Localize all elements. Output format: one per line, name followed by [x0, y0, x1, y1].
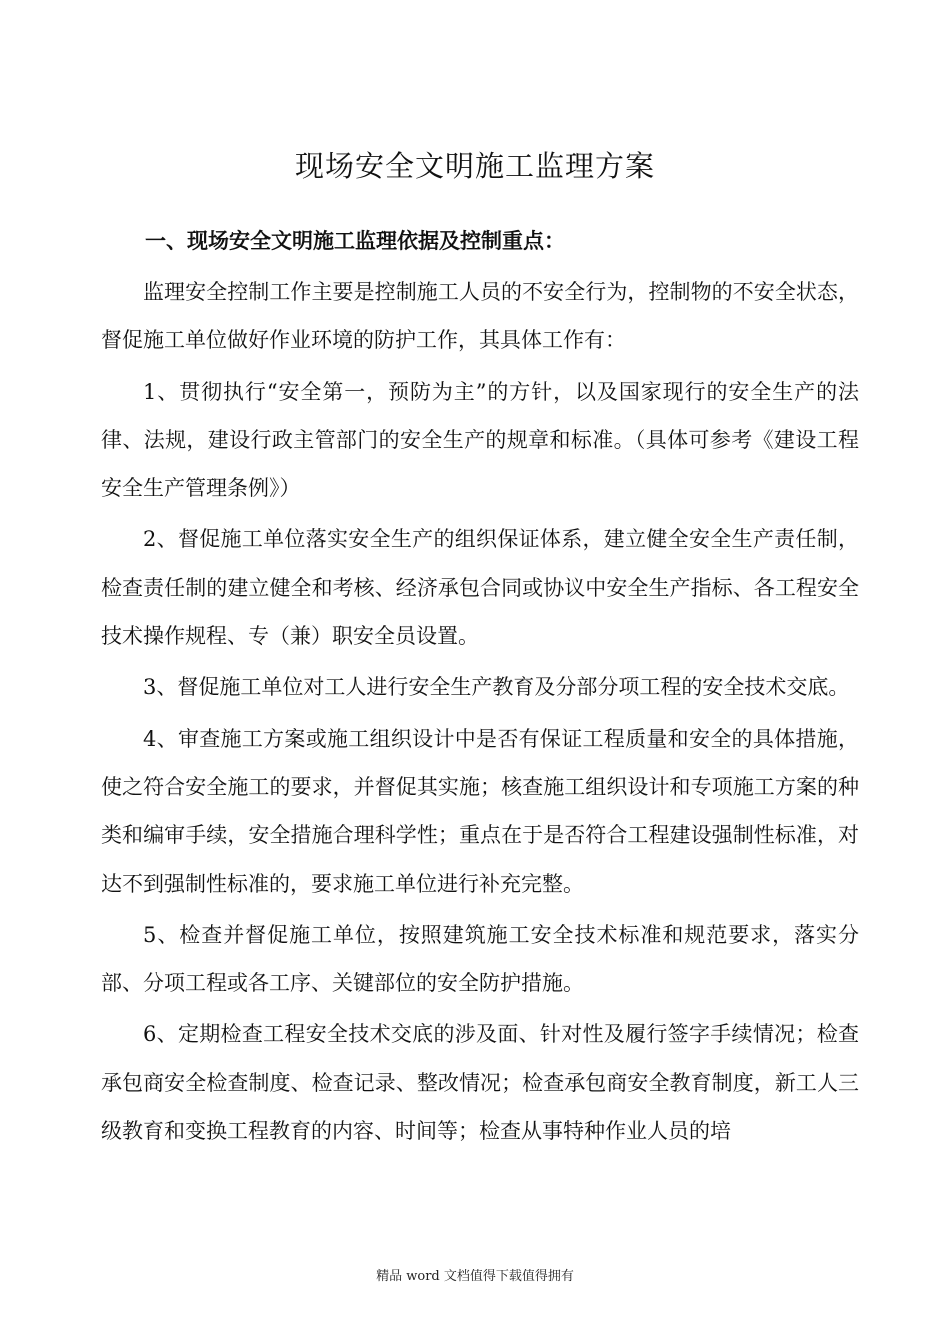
section-heading: 一、现场安全文明施工监理依据及控制重点： — [145, 229, 565, 253]
page-footer: 精品 word 文档值得下载值得拥有 — [376, 1269, 574, 1284]
document-body — [101, 268, 859, 1158]
paragraph-item-2: 2、督促施工单位落实安全生产的组织保证体系，建立健全安全生产责任制，检查责任制的建立健全和考核、经济承包合同或协议中安全生产指标、各工程安全技术操作规程、专（兼）职安全员设置。 — [101, 527, 859, 649]
document-title: 现场安全文明施工监理方案 — [294, 149, 655, 183]
paragraph-item-3: 3、督促施工单位对工人进行安全生产教育及分部分项工程的安全技术交底。 — [143, 675, 850, 700]
paragraph-intro: 监理安全控制工作主要是控制施工人员的不安全行为，控制物的不安全状态，督促施工单位做好作业环境的防护工作，其具体工作有： — [101, 280, 859, 353]
paragraph-item-4: 4、审查施工方案或施工组织设计中是否有保证工程质量和安全的具体措施，使之符合安全施工的要求，并督促其实施；核查施工组织设计和专项施工方案的种类和编审手续，安全措施合理科学性；重点在于是否符合工程建设强制性标准，对达不到强制性标准的，要求施工单位进行补充完整。 — [101, 726, 859, 896]
paragraph-item-1: 1、贯彻执行“安全第一，预防为主”的方针，以及国家现行的安全生产的法律、法规，建设行政主管部门的安全生产的规章和标准。（具体可参考《建设工程安全生产管理条例》） — [101, 379, 859, 501]
paragraph-item-6: 6、定期检查工程安全技术交底的涉及面、针对性及履行签字手续情况；检查承包商安全检查制度、检查记录、整改情况；检查承包商安全教育制度，新工人三级教育和变换工程教育的内容、时间等；检查从事特种作业人员的培 — [101, 1022, 859, 1144]
paragraph-item-5: 5、检查并督促施工单位，按照建筑施工安全技术标准和规范要求，落实分部、分项工程或各工序、关键部位的安全防护措施。 — [101, 922, 859, 996]
